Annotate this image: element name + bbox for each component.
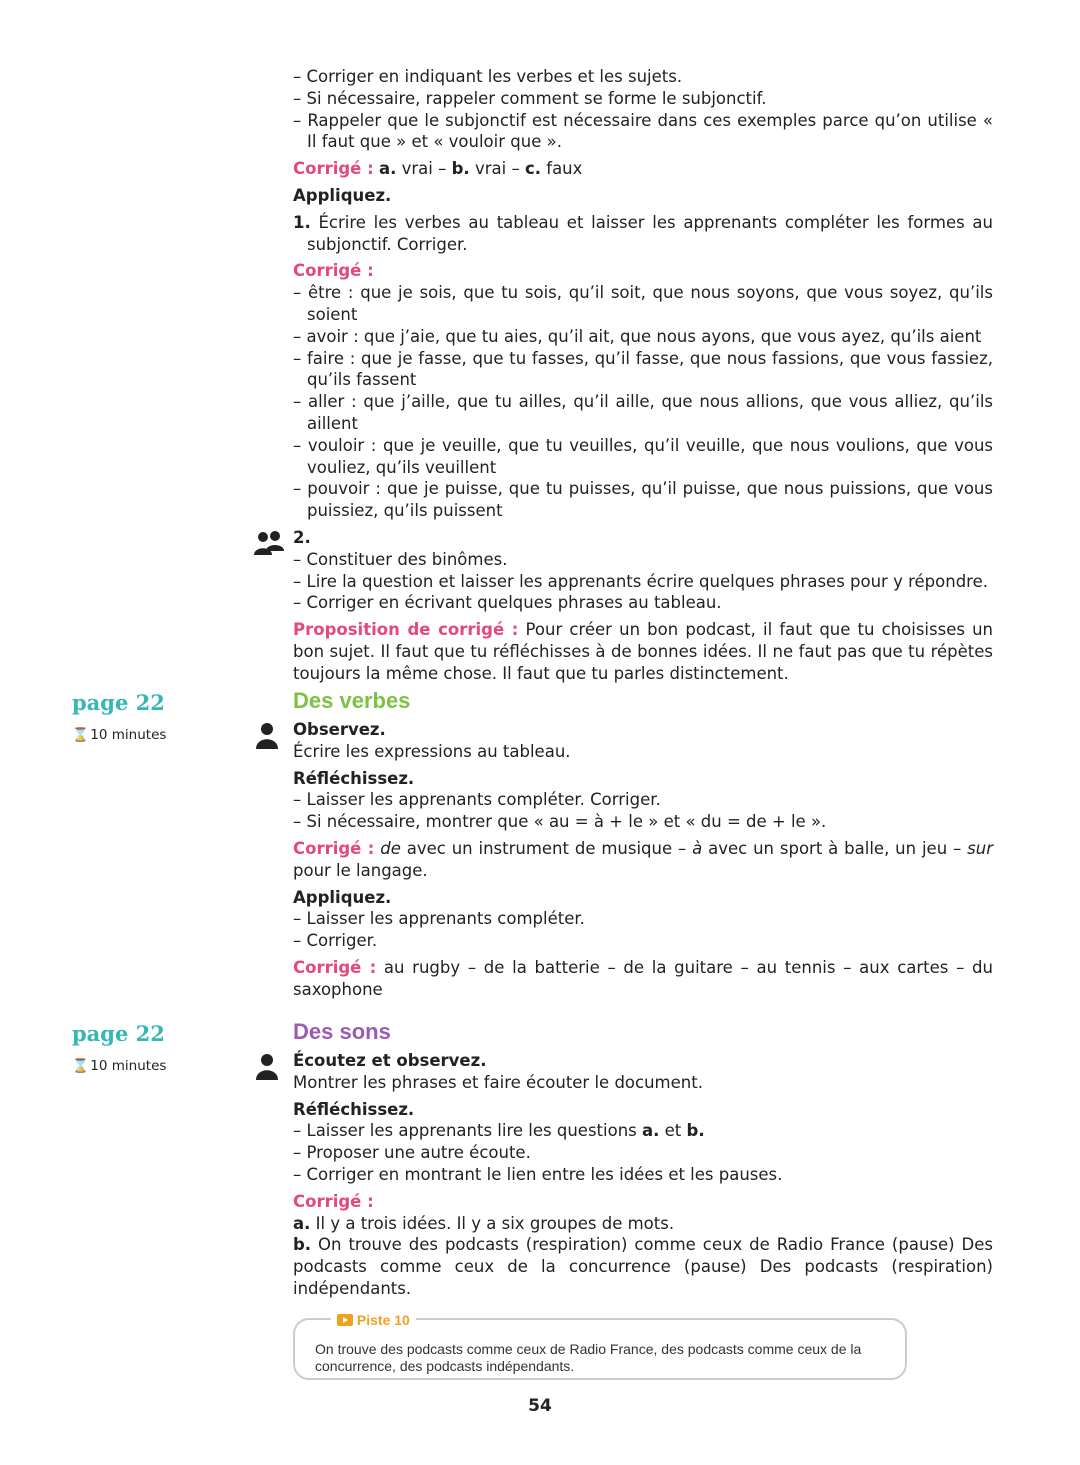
instruction-line: – Lire la question et laisser les apprenants écrire quelques phrases pour y répondre. xyxy=(293,571,988,591)
reflechissez-heading: Réfléchissez. xyxy=(293,768,415,788)
section-des-sons xyxy=(293,1019,993,1300)
conjugation-line: – faire : que je fasse, que tu fasses, qu’il fasse, que nous fassions, que vous fassiez, qu’ils fassent xyxy=(293,348,993,390)
question-2-number: 2. xyxy=(293,527,311,547)
instruction-line: – Corriger en montrant le lien entre les idées et les pauses. xyxy=(293,1164,783,1184)
play-icon xyxy=(337,1314,353,1326)
block-subjonctif xyxy=(293,66,993,685)
corrige-label: Corrigé : xyxy=(293,261,374,281)
conjugation-line: – avoir : que j’aie, que tu aies, qu’il ait, que nous ayons, que vous ayez, qu’ils aient xyxy=(293,326,982,346)
instruction-line: – Laisser les apprenants lire les questions a. et b. xyxy=(293,1121,705,1141)
corrige-label: Corrigé : xyxy=(293,1191,374,1211)
duration: ⌛ 10 minutes xyxy=(72,727,167,743)
duration: ⌛ 10 minutes xyxy=(72,1058,167,1074)
audio-track-label: Piste 10 xyxy=(331,1312,416,1328)
audio-transcript-box xyxy=(293,1312,907,1380)
answer-a: a. Il y a trois idées. Il y a six groupes de mots. xyxy=(293,1213,675,1233)
section-des-verbes xyxy=(293,688,993,1001)
instruction-line: – Proposer une autre écoute. xyxy=(293,1143,531,1163)
corrige-line: Corrigé : a. vrai – b. vrai – c. faux xyxy=(293,159,583,179)
answer-b: b. On trouve des podcasts (respiration) comme ceux de Radio France (pause) Des podcasts comme ceux de la concurrence (pause) Des podcasts (respiration) indépendants. xyxy=(293,1235,993,1298)
individual-work-icon xyxy=(253,722,281,750)
conjugation-line: – pouvoir : que je puisse, que tu puisses, qu’il puisse, que nous puissions, que vous puissiez, qu’ils puissent xyxy=(293,479,993,521)
section-title: Des sons xyxy=(293,1019,391,1044)
instruction-line: – Laisser les apprenants compléter. xyxy=(293,909,585,929)
conjugation-line: – aller : que j’aille, que tu ailles, qu’il aille, que nous allions, que vous alliez, qu’ils aillent xyxy=(293,392,993,433)
instruction-line: Montrer les phrases et faire écouter le document. xyxy=(293,1072,703,1092)
conjugation-line: – être : que je sois, que tu sois, qu’il soit, que nous soyons, que vous soyez, qu’ils soient xyxy=(293,283,993,324)
question-1: 1. Écrire les verbes au tableau et laisser les apprenants compléter les formes au subjonctif. Corriger. xyxy=(293,212,993,254)
ecoutez-heading: Écoutez et observez. xyxy=(293,1051,487,1070)
corrige-label: Corrigé : xyxy=(293,159,374,179)
page-reference: page 22 xyxy=(72,1021,165,1046)
instruction-line: – Corriger en écrivant quelques phrases au tableau. xyxy=(293,593,722,613)
corrige-line: Corrigé : au rugby – de la batterie – de la guitare – au tennis – aux cartes – du saxophone xyxy=(293,957,993,999)
appliquez-heading: Appliquez. xyxy=(293,185,392,205)
appliquez-heading: Appliquez. xyxy=(293,887,392,907)
instruction-line: Écrire les expressions au tableau. xyxy=(293,741,571,761)
instruction-line: – Constituer des binômes. xyxy=(293,549,508,569)
individual-work-icon xyxy=(253,1053,281,1081)
section-title: Des verbes xyxy=(293,688,411,713)
hourglass-icon: ⌛ xyxy=(72,1058,89,1074)
audio-transcript: On trouve des podcasts comme ceux de Radio France, des podcasts comme ceux de la concurrence, des podcasts indépendants. xyxy=(315,1341,862,1374)
hourglass-icon: ⌛ xyxy=(72,727,89,743)
observez-heading: Observez. xyxy=(293,720,386,739)
proposition-corrige: Proposition de corrigé : Pour créer un bon podcast, il faut que tu choisisses un bon sujet. Il faut que tu réfléchisses à de bonnes idées. Il ne faut pas que tu répètes toujours la même chose. Il faut que tu parles distinctement. xyxy=(293,620,994,683)
conjugation-line: – vouloir : que je veuille, que tu veuilles, qu’il veuille, que nous voulions, que vous vouliez, qu’ils veuillent xyxy=(293,435,993,477)
instruction-line: – Si nécessaire, montrer que « au = à + le » et « du = de + le ». xyxy=(293,812,827,832)
pair-work-icon xyxy=(253,530,285,558)
reflechissez-heading: Réfléchissez. xyxy=(293,1099,415,1119)
instruction-line: – Si nécessaire, rappeler comment se forme le subjonctif. xyxy=(293,88,767,108)
instruction-line: – Corriger. xyxy=(293,931,378,951)
instruction-line: – Corriger en indiquant les verbes et les sujets. xyxy=(293,67,683,86)
page-number: 54 xyxy=(528,1396,552,1416)
instruction-line: – Rappeler que le subjonctif est nécessaire dans ces exemples parce qu’on utilise « Il faut que » et « vouloir que ». xyxy=(293,110,993,152)
instruction-line: – Laisser les apprenants compléter. Corriger. xyxy=(293,790,661,810)
page-reference: page 22 xyxy=(72,690,165,715)
corrige-line: Corrigé : de avec un instrument de musique – à avec un sport à balle, un jeu – sur pour le langage. xyxy=(293,838,993,880)
